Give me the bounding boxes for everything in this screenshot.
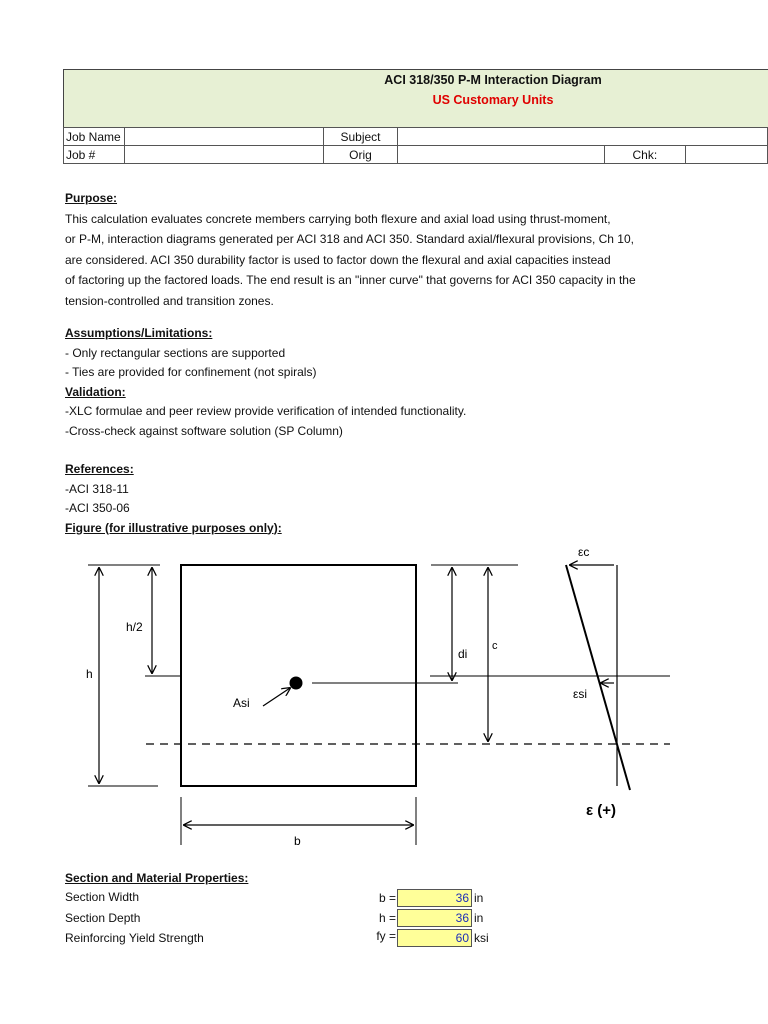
section-depth-unit: in	[474, 911, 484, 925]
strain-profile-line	[566, 565, 630, 790]
purpose-line: are considered. ACI 350 durability factor is used to factor down the flexural and axial capacities instead	[65, 252, 611, 267]
purpose-heading: Purpose:	[65, 191, 118, 205]
assumption-item: - Ties are provided for confinement (not spirals)	[65, 365, 317, 379]
strain-sign-label: ε (+)	[586, 802, 617, 819]
asi-label: Asi	[233, 696, 250, 710]
page-subtitle: US Customary Units	[432, 93, 554, 107]
references-heading: References:	[65, 462, 134, 476]
rebar-dot	[290, 677, 303, 690]
yield-strength-label: Reinforcing Yield Strength	[65, 931, 204, 945]
validation-item: -Cross-check against software solution (SP Column)	[65, 423, 343, 438]
di-label: di	[458, 647, 468, 661]
yield-strength-unit: ksi	[474, 931, 489, 945]
b-label: b	[294, 834, 301, 848]
yield-strength-input[interactable]: 60	[397, 929, 472, 947]
properties-heading: Section and Material Properties:	[65, 871, 249, 885]
assumption-item: - Only rectangular sections are supported	[65, 345, 286, 360]
figure-heading: Figure (for illustrative purposes only):	[65, 520, 282, 535]
ec-label: εc	[578, 545, 590, 559]
h-half-label: h/2	[126, 620, 143, 634]
job-name-label: Job Name	[64, 128, 125, 146]
validation-heading: Validation:	[65, 384, 126, 399]
validation-item: -XLC formulae and peer review provide verification of intended functionality.	[65, 404, 467, 418]
purpose-line: or P-M, interaction diagrams generated per ACI 318 and ACI 350. Standard axial/flexural provisions, Ch 10,	[65, 232, 634, 246]
orig-label: Orig	[324, 146, 398, 164]
yield-strength-symbol: fy =	[376, 929, 396, 943]
purpose-line: This calculation evaluates concrete members carrying both flexure and axial load using thrust-moment,	[65, 211, 611, 226]
section-width-unit: in	[474, 891, 484, 905]
subject-label: Subject	[324, 128, 398, 146]
job-number-label: Job #	[64, 146, 125, 164]
asi-leader-arrow	[263, 688, 290, 706]
section-width-symbol: b =	[378, 891, 396, 905]
esi-label: εsi	[573, 687, 588, 701]
section-width-label: Section Width	[65, 890, 140, 904]
reference-item: -ACI 350-06	[65, 501, 130, 515]
section-width-input[interactable]: 36	[397, 889, 472, 907]
purpose-line: of factoring up the factored loads. The end result is an "inner curve" that governs for ACI 350 capacity in the	[65, 273, 636, 287]
reference-item: -ACI 318-11	[65, 481, 129, 496]
page-title: ACI 318/350 P-M Interaction Diagram	[384, 73, 602, 87]
section-depth-label: Section Depth	[65, 911, 141, 925]
h-label: h	[86, 667, 93, 681]
section-depth-input[interactable]: 36	[397, 909, 472, 927]
section-rectangle	[181, 565, 416, 786]
section-depth-symbol: h =	[378, 911, 396, 925]
purpose-line: tension-controlled and transition zones.	[65, 293, 274, 308]
chk-label: Chk:	[604, 146, 685, 164]
c-label: c	[492, 640, 498, 652]
assumptions-heading: Assumptions/Limitations:	[65, 326, 213, 340]
